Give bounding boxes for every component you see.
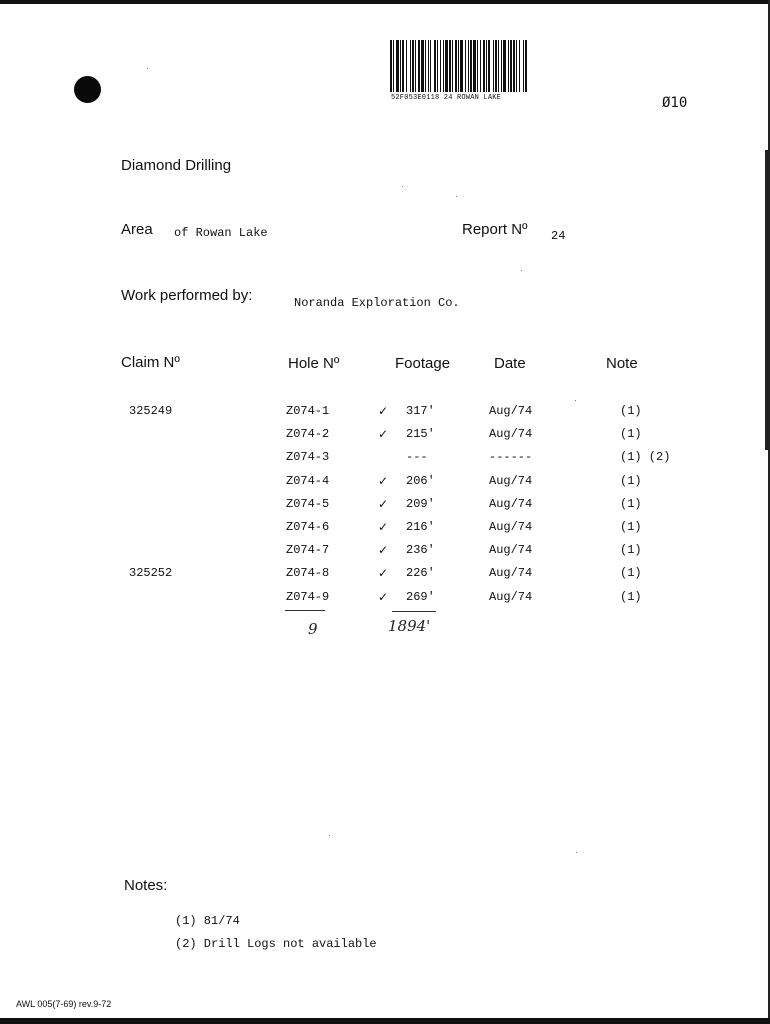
barcode — [389, 40, 609, 92]
table-row — [0, 474, 770, 494]
hole-number: Z074-8 — [286, 566, 330, 581]
hole-number: Z074-4 — [286, 473, 330, 488]
hole-number: Z074-3 — [286, 450, 330, 465]
document-code: Ø10 — [662, 95, 688, 111]
header-note: Note — [606, 355, 638, 372]
scan-speck — [456, 196, 457, 197]
area-value: of Rowan Lake — [174, 226, 268, 240]
footage-value: 317' — [406, 404, 435, 418]
checkmark: ✓ — [378, 520, 389, 534]
note-ref: (1) — [620, 520, 642, 534]
footage-total-rule — [392, 611, 436, 612]
hole-number: Z074-7 — [286, 543, 330, 558]
checkmark: ✓ — [378, 496, 389, 511]
date-value: Aug/74 — [489, 520, 533, 534]
scan-speck — [402, 186, 403, 187]
note-ref: (1) — [620, 543, 642, 558]
checkmark: ✓ — [378, 404, 389, 418]
note-ref: (1) — [620, 404, 642, 418]
claim-number: 325252 — [129, 566, 173, 581]
hole-number: Z074-5 — [286, 496, 330, 511]
note-ref: (1) — [620, 496, 642, 511]
header-date: Date — [494, 355, 526, 372]
claim-number: 325249 — [129, 404, 173, 418]
total-holes-handwritten: 9 — [308, 620, 318, 638]
checkmark: ✓ — [378, 589, 389, 604]
note-item: (2) Drill Logs not available — [175, 937, 377, 951]
work-performed-value: Noranda Exploration Co. — [294, 296, 460, 310]
barcode-caption: 52F053E0118 24 ROWAN LAKE — [391, 94, 502, 102]
notes-label: Notes: — [124, 877, 168, 894]
footage-value: 209' — [406, 496, 435, 511]
header-claim: Claim Nº — [121, 354, 180, 371]
date-value: Aug/74 — [489, 473, 533, 488]
footage-value: 269' — [406, 589, 435, 604]
header-hole: Hole Nº — [288, 355, 340, 372]
document-title: Diamond Drilling — [121, 157, 232, 174]
hole-number: Z074-6 — [286, 520, 330, 534]
footage-value: 216' — [406, 520, 435, 534]
scan-speck — [329, 835, 330, 836]
table-row — [0, 590, 770, 610]
scan-speck — [576, 852, 577, 853]
date-value: Aug/74 — [489, 566, 533, 581]
frame-bottom-border — [0, 1018, 770, 1024]
header-footage: Footage — [395, 355, 451, 372]
report-number: 24 — [551, 229, 566, 243]
scan-speck — [147, 68, 148, 69]
note-ref: (1) — [620, 589, 642, 604]
date-value: Aug/74 — [489, 589, 533, 604]
checkmark: ✓ — [378, 566, 389, 581]
checkmark: ✓ — [378, 473, 389, 488]
note-ref: (1) — [620, 473, 642, 488]
area-label: Area — [121, 221, 153, 238]
report-label: Report Nº — [462, 221, 528, 238]
checkmark: ✓ — [378, 427, 389, 442]
total-footage-handwritten: 1894' — [388, 617, 431, 635]
table-row — [0, 566, 770, 586]
date-value: Aug/74 — [489, 427, 533, 442]
hole-number: Z074-2 — [286, 427, 330, 442]
scan-speck — [575, 400, 576, 401]
note-ref: (1) (2) — [620, 450, 671, 465]
table-row — [0, 427, 770, 447]
date-value: Aug/74 — [489, 543, 533, 558]
punch-hole — [74, 76, 101, 103]
footage-value: 215' — [406, 427, 435, 442]
checkmark: ✓ — [378, 543, 389, 558]
footage-value: 206' — [406, 473, 435, 488]
table-row — [0, 520, 770, 540]
hole-number: Z074-9 — [286, 589, 330, 604]
note-ref: (1) — [620, 566, 642, 581]
table-row — [0, 450, 770, 470]
date-value: Aug/74 — [489, 496, 533, 511]
date-value: ------ — [489, 450, 533, 465]
footage-value: 226' — [406, 566, 435, 581]
hole-number: Z074-1 — [286, 404, 330, 418]
work-performed-label: Work performed by: — [121, 287, 253, 304]
footage-value: 236' — [406, 543, 435, 558]
note-ref: (1) — [620, 427, 642, 442]
table-row — [0, 497, 770, 517]
table-row — [0, 543, 770, 563]
note-item: (1) 81/74 — [175, 914, 240, 928]
form-number: AWL 005(7-69) rev.9-72 — [16, 999, 112, 1009]
footage-value: --- — [406, 450, 428, 465]
frame-top-border — [0, 0, 770, 4]
hole-total-rule — [285, 610, 325, 611]
table-row — [0, 404, 770, 424]
date-value: Aug/74 — [489, 404, 533, 418]
scan-speck — [521, 270, 522, 271]
